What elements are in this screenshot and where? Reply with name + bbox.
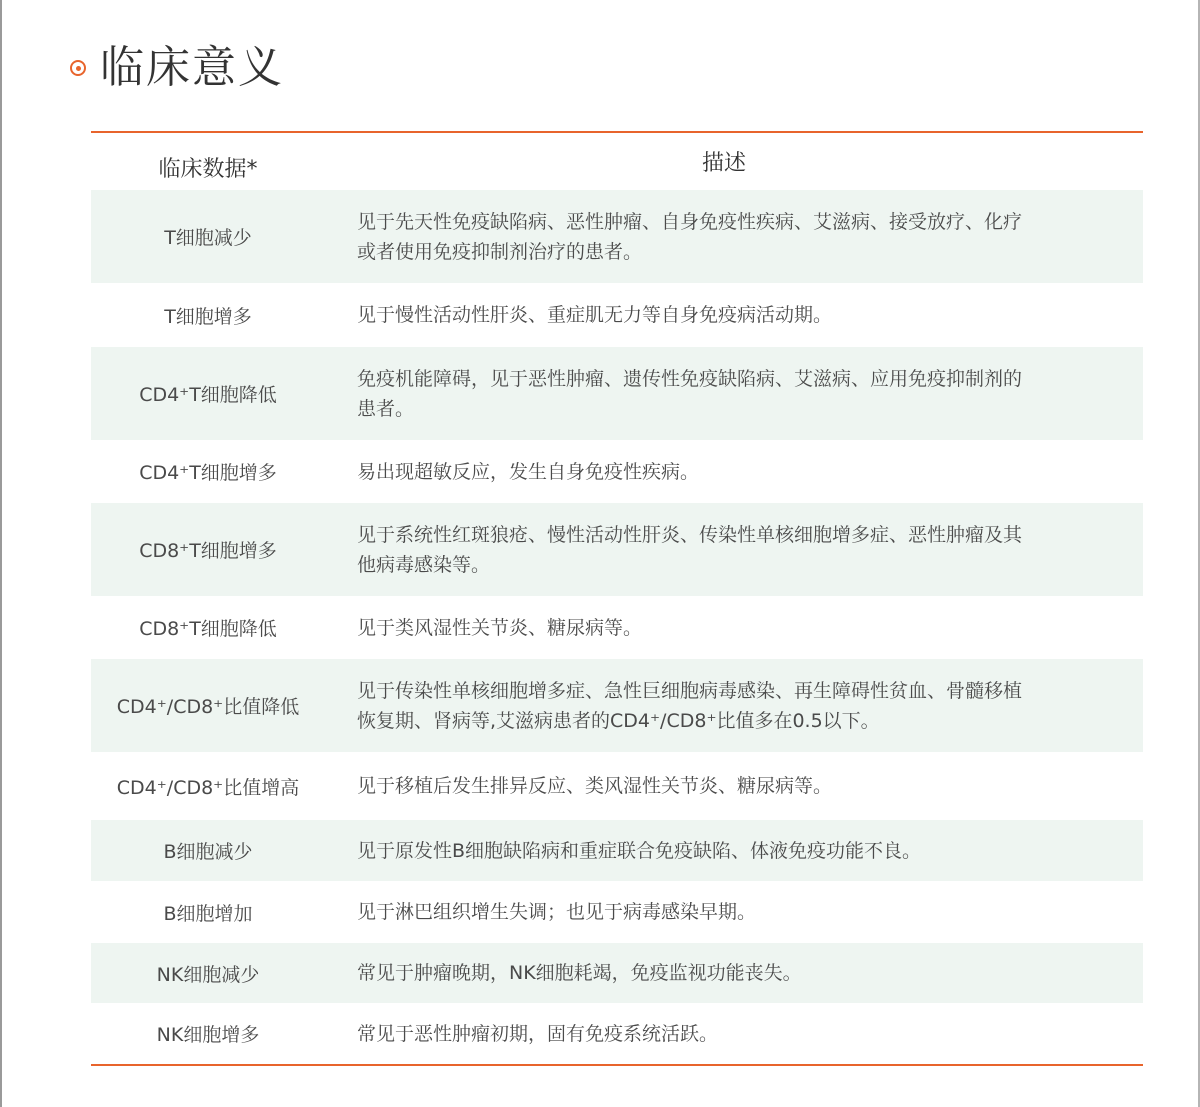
header-description: 描述	[701, 151, 746, 176]
row-label: CD8⁺T细胞降低	[139, 618, 277, 640]
row-label: NK细胞减少	[156, 963, 260, 986]
table-row	[91, 820, 1143, 881]
row-label: CD8⁺T细胞增多	[139, 540, 277, 562]
header-clinical-data: 临床数据*	[158, 157, 258, 182]
clinical-table	[91, 131, 1143, 1066]
row-label: T细胞减少	[164, 227, 252, 249]
row-label: CD4⁺T细胞降低	[139, 384, 277, 406]
page-left-border	[0, 0, 2, 1107]
row-label: B细胞减少	[163, 841, 253, 863]
table-row	[91, 596, 1143, 659]
row-label: CD4⁺/CD8⁺比值增高	[116, 776, 300, 799]
row-description: 见于慢性活动性肝炎、重症肌无力等自身免疫病活动期。	[357, 304, 833, 326]
row-description: 免疫机能障碍，见于恶性肿瘤、遗传性免疫缺陷病、艾滋病、应用免疫抑制剂的 患者。	[357, 367, 1023, 420]
table-row	[91, 283, 1143, 347]
table-row	[91, 881, 1143, 943]
table-row	[91, 659, 1143, 752]
row-label: B细胞增加	[163, 902, 253, 925]
table-row	[91, 1003, 1143, 1064]
row-description: 见于类风湿性关节炎、糖尿病等。	[357, 616, 643, 639]
row-description: 见于原发性B细胞缺陷病和重症联合免疫缺陷、体液免疫功能不良。	[357, 839, 922, 862]
page-title: 临床意义	[100, 42, 284, 93]
row-description: 常见于肿瘤晚期，NK细胞耗竭，免疫监视功能丧失。	[357, 962, 802, 984]
row-description: 见于系统性红斑狼疮、慢性活动性肝炎、传染性单核细胞增多症、恶性肿瘤及其 他病毒感染等。	[357, 523, 1023, 576]
table-row	[91, 190, 1143, 283]
bullseye-icon	[70, 60, 86, 76]
row-description: 见于淋巴组织增生失调；也见于病毒感染早期。	[357, 901, 757, 923]
table-row	[91, 943, 1143, 1003]
row-description: 见于先天性免疫缺陷病、恶性肿瘤、自身免疫性疾病、艾滋病、接受放疗、化疗 或者使用免疫抑制剂治疗的患者。	[357, 210, 1023, 263]
row-label: NK细胞增多	[156, 1024, 260, 1046]
table-row	[91, 503, 1143, 596]
section-header	[70, 38, 284, 98]
row-description: 易出现超敏反应，发生自身免疫性疾病。	[357, 460, 700, 483]
row-label: T细胞增多	[164, 305, 252, 328]
table-row	[91, 752, 1143, 820]
table-bottom-rule	[91, 1064, 1143, 1066]
table-row	[91, 440, 1143, 503]
row-label: CD4⁺T细胞增多	[139, 462, 277, 484]
row-description: 常见于恶性肿瘤初期，固有免疫系统活跃。	[357, 1022, 719, 1045]
table-header	[91, 133, 1143, 190]
row-label: CD4⁺/CD8⁺比值降低	[116, 696, 300, 718]
table-row	[91, 347, 1143, 440]
row-description: 见于移植后发生排异反应、类风湿性关节炎、糖尿病等。	[357, 775, 833, 797]
row-description: 见于传染性单核细胞增多症、急性巨细胞病毒感染、再生障碍性贫血、骨髓移植 恢复期、肾病等,艾滋病患者的CD4⁺/CD8⁺比值多在0.5以下。	[357, 679, 1023, 732]
